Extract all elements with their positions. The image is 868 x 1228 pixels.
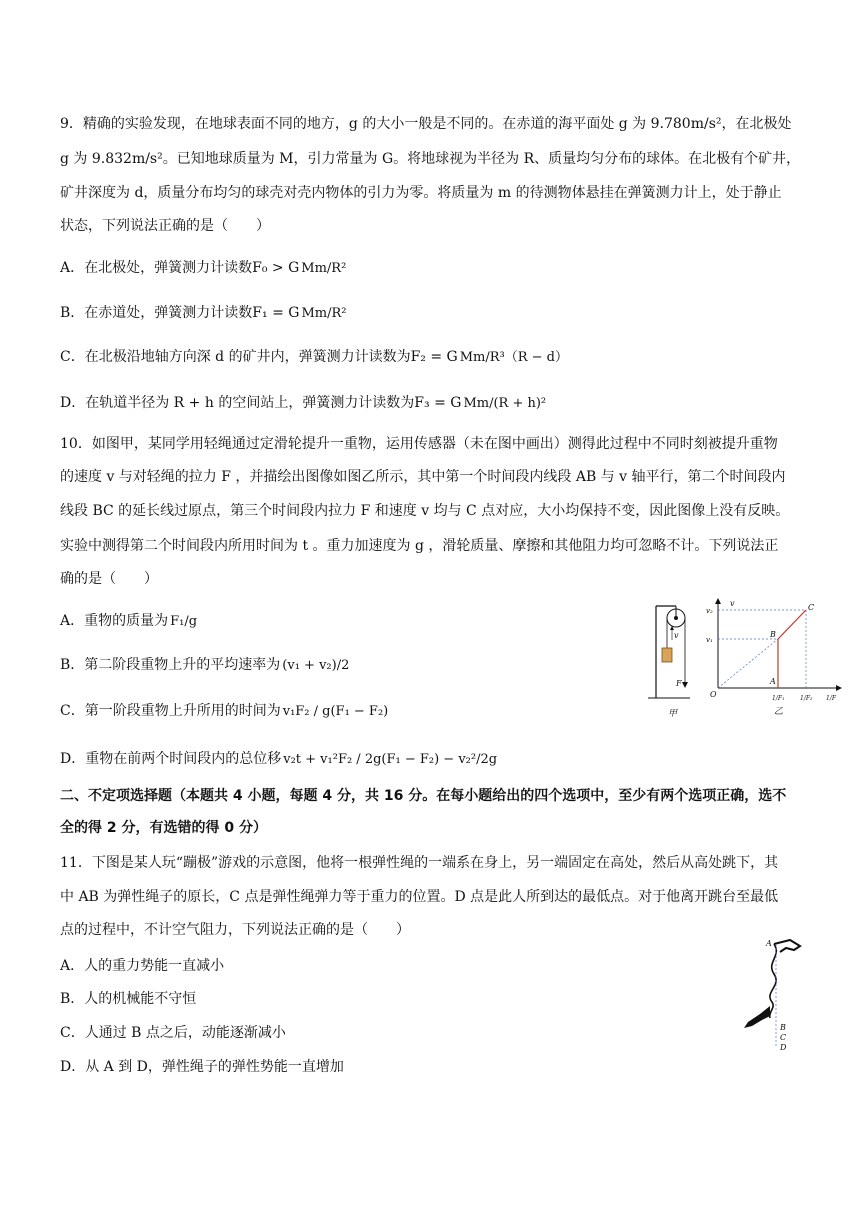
q10-option-c (60, 701, 388, 722)
graph-origin-label: O (710, 690, 717, 699)
q9-stem-line-4: 状态，下列说法正确的是（ ） (60, 218, 270, 234)
q9-option-b-formula: Mm/R² (301, 306, 347, 321)
q11-option-c: C．人通过 B 点之后，动能逐渐减小 (60, 1025, 286, 1041)
section2-heading-line-1: 二、不定项选择题（本题共 4 小题，每题 4 分，共 16 分。在每小题给出的四个选项中，至少有两个选项正确，选不 (60, 788, 787, 804)
q10-option-b (60, 655, 349, 676)
q9-option-d-text: D．在轨道半径为 R + h 的空间站上，弹簧测力计读数为F₃ = G (60, 395, 462, 411)
q10-figure (646, 598, 842, 720)
q11-option-a: A．人的重力势能一直减小 (60, 958, 225, 974)
bungee-c-label: C (780, 1033, 787, 1042)
q9-option-c-formula: Mm/R³（R − d） (459, 350, 569, 365)
pulley-f-label: F (676, 679, 682, 688)
q9-option-d (60, 393, 546, 414)
q10-option-a-formula: F₁/g (170, 614, 198, 629)
bungee-b-label: B (780, 1023, 786, 1032)
yi-label: 乙 (774, 707, 784, 717)
q10-option-d-text: D．重物在前两个时间段内的总位移 (60, 751, 282, 767)
q10-stem-line-5: 确的是（ ） (60, 571, 158, 587)
q9-option-b-text: B．在赤道处，弹簧测力计读数F₁ = G (60, 305, 300, 321)
q11-option-b: B．人的机械能不守恒 (60, 991, 197, 1007)
q11-option-d: D．从 A 到 D，弹性绳子的弹性势能一直增加 (60, 1059, 344, 1075)
jia-label: 甲 (668, 709, 678, 719)
graph-a-label: A (770, 677, 776, 686)
q9-stem-line-1: 9．精确的实验发现，在地球表面不同的地方，g 的大小一般是不同的。在赤道的海平面处 g 为 9.780m/s²，在北极处 (60, 116, 792, 132)
bungee-d-label: D (780, 1043, 787, 1052)
v-inverse-f-graph (706, 598, 842, 717)
q10-stem-line-3: 线段 BC 的延长线过原点，第三个时间段内拉力 F 和速度 v 均与 C 点对应，大小均保持不变，因此图像上没有反映。 (60, 503, 790, 519)
jump-platform (774, 940, 800, 952)
q9-option-a (60, 258, 346, 279)
q10-option-a (60, 611, 197, 632)
q11-stem-line-3: 点的过程中，不计空气阻力，下列说法正确的是（ ） (60, 922, 410, 938)
q11-stem-line-1: 11．下图是某人玩“蹦极”游戏的示意图，他将一根弹性绳的一端系在身上，另一端固定在高处，然后从高处跳下，其 (60, 855, 779, 871)
q10-stem-line-2: 的速度 v 与对轻绳的拉力 F ，并描绘出图像如图乙所示，其中第一个时间段内线段 AB 与 v 轴平行，第二个时间段内 (60, 469, 786, 485)
graph-v2-label: v₂ (706, 607, 713, 615)
pulley-diagram (648, 606, 690, 719)
jumper-silhouette (744, 1006, 770, 1028)
q9-option-c-text: C．在北极沿地轴方向深 d 的矿井内，弹簧测力计读数为F₂ = G (60, 349, 458, 365)
graph-x-axis-label: 1/F (826, 695, 837, 702)
q11-stem-line-2: 中 AB 为弹性绳子的原长，C 点是弹性绳弹力等于重力的位置。D 点是此人所到达的最低点。对于他离开跳台至最低 (60, 889, 779, 905)
bungee-figure (738, 936, 810, 1056)
q9-option-d-formula: Mm/(R + h)² (463, 396, 547, 411)
q10-stem-line-4: 实验中测得第二个时间段内所用时间为 t 。重力加速度为 g ，滑轮质量、摩擦和其他阻力均可忽略不计。下列说法正 (60, 538, 779, 554)
q10-option-a-text: A．重物的质量为 (60, 613, 169, 629)
q9-option-c (60, 347, 568, 368)
graph-c-label: C (808, 603, 815, 612)
q9-option-b (60, 303, 346, 324)
graph-f2-tick: 1/F₂ (800, 695, 813, 702)
bungee-cord (770, 944, 777, 1018)
q10-option-c-formula: v₁F₂ / g(F₁ − F₂) (282, 704, 389, 719)
bungee-a-label: A (766, 939, 772, 948)
q9-option-a-text: A．在北极处，弹簧测力计读数F₀ > G (60, 260, 300, 276)
q10-option-d (60, 749, 497, 770)
graph-b-label: B (770, 630, 776, 639)
q10-option-d-formula: v₂t + v₁²F₂ / 2g(F₁ − F₂) − v₂²/2g (283, 752, 498, 767)
graph-v1-label: v₁ (706, 636, 713, 644)
section2-heading-line-2: 全的得 2 分，有选错的得 0 分） (60, 820, 267, 836)
q9-option-a-formula: Mm/R² (301, 261, 347, 276)
pulley-v-label: v (674, 631, 679, 640)
graph-f1-tick: 1/F₁ (772, 695, 785, 702)
q9-stem-line-2: g 为 9.832m/s²。已知地球质量为 M，引力常量为 G。将地球视为半径为 R、质量均匀分布的球体。在北极有个矿井， (60, 151, 801, 167)
q9-stem-line-3: 矿井深度为 d，质量分布均匀的球壳对壳内物体的引力为零。将质量为 m 的待测物体悬挂在弹簧测力计上，处于静止 (60, 185, 782, 201)
q10-option-c-text: C．第一阶段重物上升所用的时间为 (60, 703, 281, 719)
q10-option-b-formula: (v₁ + v₂)/2 (282, 658, 350, 673)
graph-v-axis-label: v (730, 599, 735, 608)
q10-stem-line-1: 10．如图甲，某同学用轻绳通过定滑轮提升一重物，运用传感器（未在图中画出）测得此过程中不同时刻被提升重物 (60, 436, 778, 452)
q10-option-b-text: B．第二阶段重物上升的平均速率为 (60, 657, 281, 673)
